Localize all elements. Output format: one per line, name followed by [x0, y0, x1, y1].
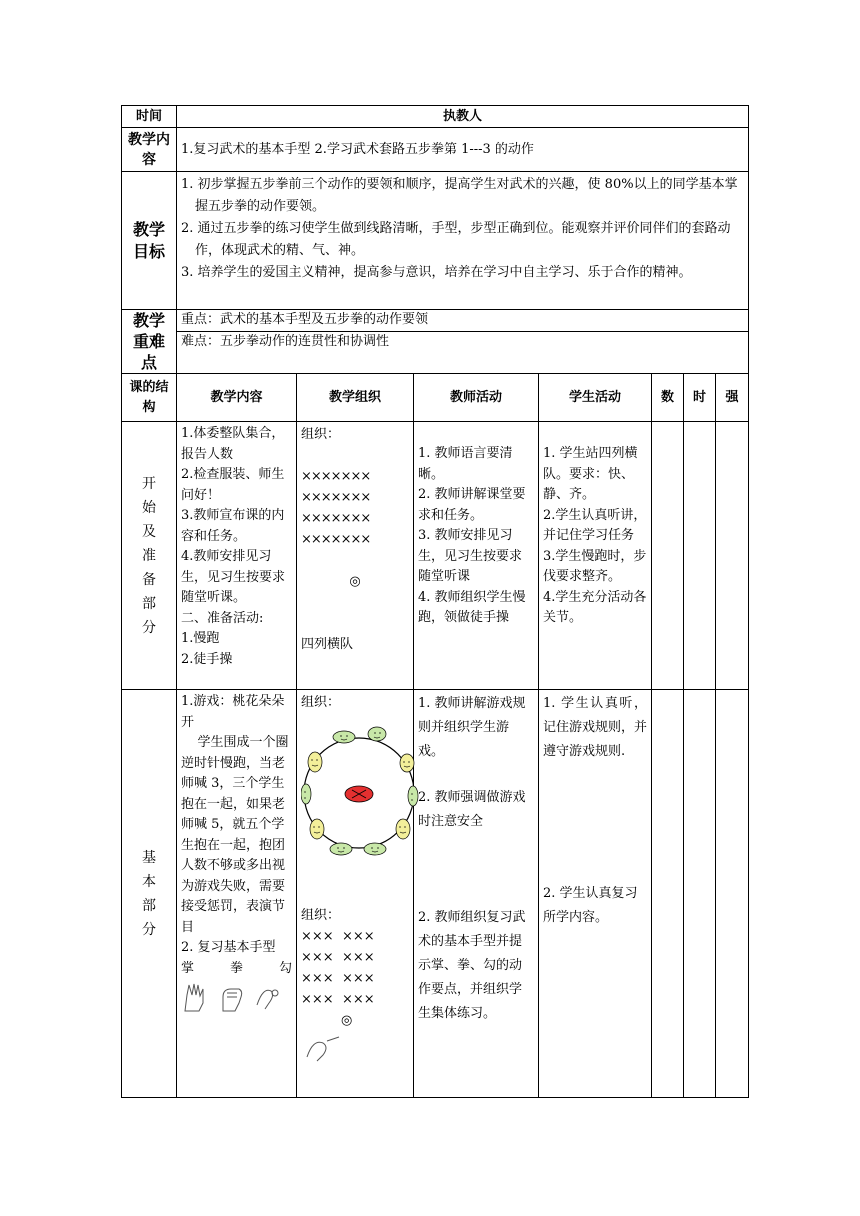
- student-face-icon: [364, 843, 386, 855]
- teacher-item: 1. 教师语言要清晰。: [418, 446, 513, 482]
- hand-pose-icon: [301, 1031, 351, 1063]
- col-organization: 教学组织: [297, 374, 414, 422]
- student-item: 1. 学生认真听，记住游戏规则，并遵守游戏规则.: [543, 696, 648, 759]
- start-student-activity: [539, 422, 652, 690]
- start-count: [652, 422, 684, 690]
- objectives-label: 教学目标: [122, 172, 177, 310]
- game-circle-diagram: [301, 721, 421, 861]
- key-point: 重点：武术的基本手型及五步拳的动作要领: [177, 310, 749, 332]
- teacher-item: 3. 教师安排见习生，见习生按要求随堂听课: [418, 528, 523, 584]
- col-time: 时: [684, 374, 716, 422]
- student-face-icon: [310, 819, 324, 839]
- content-item: 2.徒手操: [181, 651, 233, 667]
- teacher-item: 2. 教师强调做游戏时注意安全: [418, 790, 526, 829]
- teacher-item: 4. 教师组织学生慢跑，领做徒手操: [418, 589, 526, 625]
- formation-row: ××× ×××: [301, 971, 375, 986]
- student-item: 4.学生充分活动各关节。: [543, 589, 647, 625]
- key-points-label: 教学重难点: [122, 310, 177, 374]
- circle-formation: [301, 721, 426, 861]
- content-item: 2.检查服装、师生问好！: [181, 467, 285, 503]
- start-organization: [297, 422, 414, 690]
- main-count: [652, 690, 684, 1098]
- lesson-plan: [121, 105, 748, 1098]
- time-label: 时间: [122, 106, 177, 128]
- content-item: 3.教师宣布课的内容和任务。: [181, 508, 285, 544]
- student-face-icon: [301, 784, 311, 804]
- student-item: 3.学生慢跑时，步伐要求整齐。: [543, 548, 647, 584]
- content-item: 1.游戏：桃花朵朵开: [181, 694, 285, 730]
- student-item: 1. 学生站四列横队。要求：快、静、齐。: [543, 446, 638, 502]
- content-item: 学生围成一个圈逆时针慢跑，当老师喊 3，三个学生抱在一起，如果老师喊 5，就五个学生抱在一起，抱团人数不够或多出视为游戏失败，需要接受惩罚，表演节目: [181, 735, 289, 935]
- student-face-icon: [368, 727, 386, 741]
- objective-item: 1. 初步掌握五步拳前三个动作的要领和顺序，提高学生对武术的兴趣，使 80%以上的同学基本掌握五步拳的动作要领。: [181, 177, 738, 214]
- difficult-point: 难点：五步拳动作的连贯性和协调性: [177, 332, 749, 374]
- fist-hand-icon: [217, 981, 247, 1013]
- teacher-position-symbol: ◎: [349, 574, 361, 589]
- formation-row: ×××××××: [301, 532, 371, 547]
- main-time: [684, 690, 716, 1098]
- main-content: [177, 690, 297, 1098]
- formation-row: ×××××××: [301, 511, 371, 526]
- formation-row: ××× ×××: [301, 929, 375, 944]
- content-item: 二、准备活动:: [181, 610, 264, 626]
- objective-item: 3. 培养学生的爱国主义精神，提高参与意识，培养在学习中自主学习、乐于合作的精神。: [181, 265, 692, 280]
- col-student: 学生活动: [539, 374, 652, 422]
- hook-hand-icon: [253, 981, 283, 1013]
- content-label: 教学内容: [122, 128, 177, 172]
- col-count: 数: [652, 374, 684, 422]
- section-start-label: 开 始 及 准 备 部 分: [122, 422, 177, 690]
- student-face-icon: [400, 754, 414, 772]
- teacher-item: 2. 教师组织复习武术的基本手型并提示掌、拳、勾的动作要点，并组织学生集体练习。: [418, 910, 526, 1021]
- content-item: 2. 复习基本手型: [181, 940, 276, 955]
- student-face-icon: [308, 752, 322, 772]
- lesson-plan-table: [121, 105, 749, 1098]
- start-intensity: [716, 422, 749, 690]
- content-item: 1.慢跑: [181, 631, 220, 646]
- teacher-item: 2. 教师讲解课堂要求和任务。: [418, 487, 526, 523]
- content-text: 1.复习武术的基本手型 2.学习武术套路五步拳第 1---3 的动作: [177, 128, 749, 172]
- start-content: [177, 422, 297, 690]
- org-label: 组织：: [301, 695, 341, 710]
- student-face-icon: [408, 786, 418, 806]
- objectives-list: [177, 172, 749, 310]
- col-content: 教学内容: [177, 374, 297, 422]
- formation-row: ×××××××: [301, 469, 371, 484]
- student-face-icon: [333, 731, 355, 743]
- student-item: 2. 学生认真复习所学内容。: [543, 886, 638, 925]
- student-face-icon: [396, 819, 410, 839]
- teacher-item: 1. 教师讲解游戏规则并组织学生游戏。: [418, 696, 526, 759]
- main-student-activity: [539, 690, 652, 1098]
- structure-label: 课的结构: [122, 374, 177, 422]
- formation-row: ××× ×××: [301, 950, 375, 965]
- main-intensity: [716, 690, 749, 1098]
- hand-type-images: [181, 981, 292, 1013]
- org-label: 组织：: [301, 908, 341, 923]
- hand-types-label: 掌 拳 勾: [181, 960, 292, 976]
- main-organization: [297, 690, 414, 1098]
- objective-item: 2. 通过五步拳的练习使学生做到线路清晰，手型，步型正确到位。能观察并评价同伴们的套路动作，体现武术的精、气、神。: [181, 221, 731, 258]
- start-time: [684, 422, 716, 690]
- formation-name: 四列横队: [301, 637, 354, 652]
- content-item: 1.体委整队集合，报告人数: [181, 426, 285, 462]
- col-teacher: 教师活动: [414, 374, 539, 422]
- col-intensity: 强: [716, 374, 749, 422]
- formation-row: ××× ×××: [301, 992, 375, 1007]
- content-item: 4.教师安排见习生，见习生按要求随堂听课。: [181, 549, 286, 605]
- section-main-label: 基 本 部 分: [122, 690, 177, 1098]
- student-face-icon: [330, 843, 352, 855]
- teacher-position-symbol: ◎: [341, 1013, 353, 1028]
- formation-row: ×××××××: [301, 490, 371, 505]
- start-teacher-activity: [414, 422, 539, 690]
- teacher-label: 执教人: [177, 106, 749, 128]
- palm-hand-icon: [181, 981, 211, 1013]
- org-label: 组织：: [301, 427, 341, 442]
- main-teacher-activity: [414, 690, 539, 1098]
- student-item: 2.学生认真听讲，并记住学习任务: [543, 507, 647, 543]
